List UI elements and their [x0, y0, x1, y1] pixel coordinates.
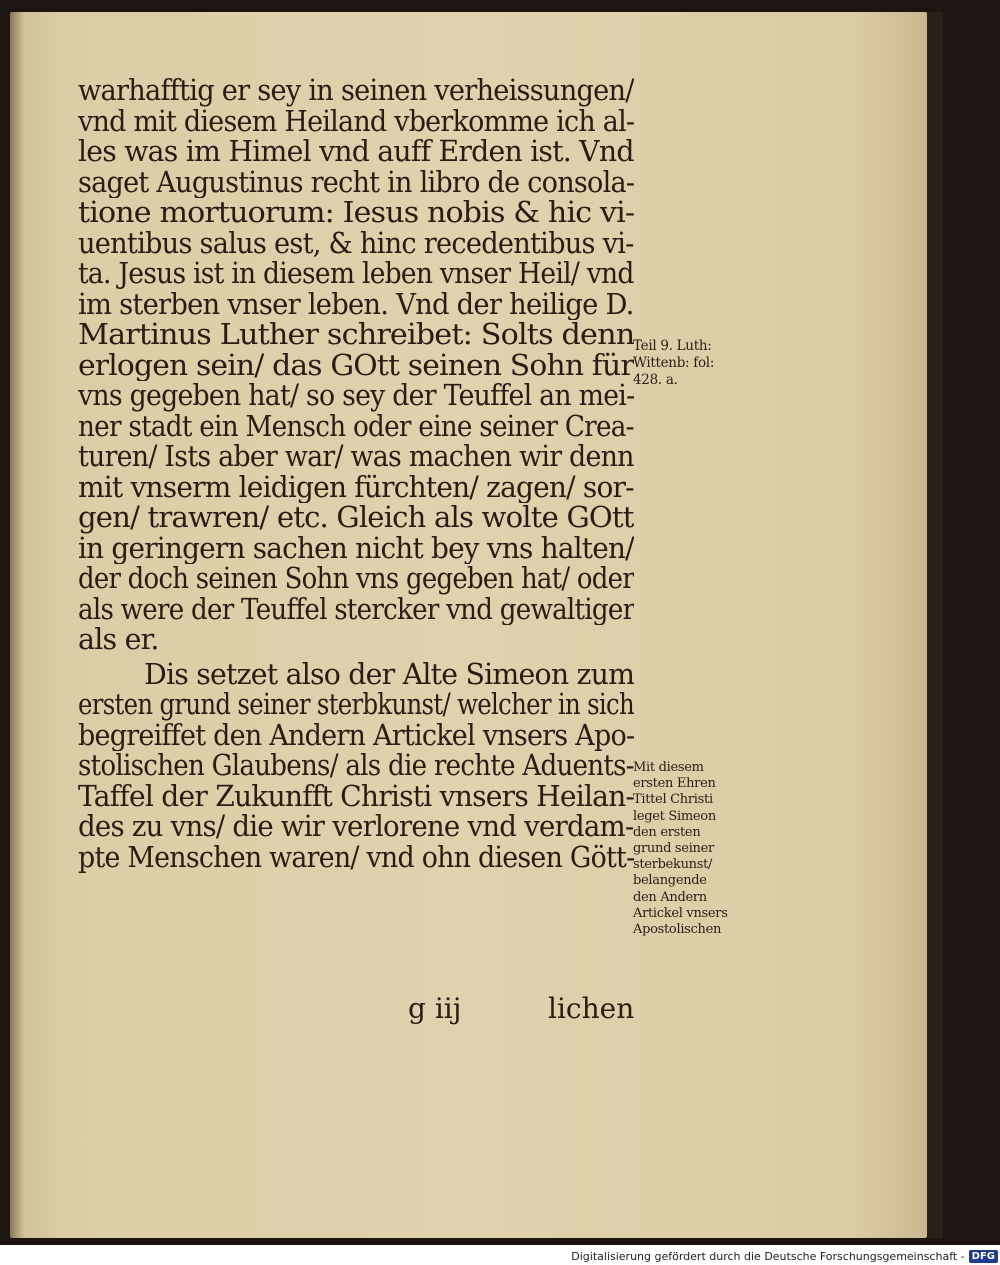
text-line: turen/ Ists aber war/ was machen wir denn	[78, 442, 634, 473]
paragraph-1	[78, 76, 634, 656]
footer-credit	[571, 1247, 1000, 1265]
footer-credit-text: Digitalisierung gefördert durch die Deutsche Forschungsgemeinschaft -	[571, 1249, 965, 1263]
text-line: gen/ trawren/ etc. Gleich als wolte GOtt	[78, 503, 634, 534]
text-line: saget Augustinus recht in libro de consola-	[78, 167, 634, 198]
margin-note-line: Artickel vnsers	[633, 905, 728, 921]
catchword: lichen	[548, 992, 635, 1025]
text-line: des zu vns/ die wir verlorene vnd verdam-	[78, 812, 634, 843]
text-line: ner stadt ein Mensch oder eine seiner Crea-	[78, 411, 634, 442]
page-edge	[927, 12, 943, 1238]
text-line: ersten grund seiner sterbkunst/ welcher in sich	[78, 690, 634, 721]
paragraph-2	[78, 660, 634, 874]
margin-note-line: grund seiner	[633, 841, 714, 857]
text-line: mit vnserm leidigen fürchten/ zagen/ sor-	[78, 472, 634, 503]
text-line: der doch seinen Sohn vns gegeben hat/ oder	[78, 564, 634, 595]
margin-note-line: Mit diesem	[633, 760, 704, 775]
text-line: ta. Jesus ist in diesem leben vnser Heil/ vnd	[78, 259, 634, 290]
text-line: vnd mit diesem Heiland vberkomme ich al-	[78, 106, 634, 137]
text-line: warhafftig er sey in seinen verheissungen/	[78, 76, 634, 107]
text-line: als were der Teuffel stercker vnd gewaltiger	[78, 594, 634, 625]
text-line: Martinus Luther schreibet: Solts denn	[78, 320, 634, 351]
margin-note-summary	[633, 760, 728, 938]
margin-note-line: ersten Ehren	[633, 776, 716, 792]
text-line: erlogen sein/ das GOtt seinen Sohn für	[78, 350, 634, 381]
text-line: stolischen Glaubens/ als die rechte Aduents-	[78, 751, 634, 782]
signature-mark: g iij	[408, 992, 462, 1025]
margin-note-line: 428. a.	[633, 372, 678, 388]
text-line: in geringern sachen nicht bey vns halten/	[78, 533, 634, 564]
text-line: les was im Himel vnd auff Erden ist. Vnd	[78, 137, 634, 168]
text-line: vns gegeben hat/ so sey der Teuffel an mei-	[78, 381, 634, 412]
text-line: tione mortuorum: Iesus nobis & hic vi-	[78, 198, 634, 229]
text-line: begreiffet den Andern Artickel vnsers Apo-	[78, 720, 634, 751]
margin-note-line: belangende	[633, 873, 707, 889]
dfg-logo-icon: DFG	[969, 1250, 998, 1263]
text-line: Dis setzet also der Alte Simeon zum	[144, 659, 634, 690]
margin-note-line: Tittel Christi	[633, 792, 713, 808]
margin-note-line: Wittenb: fol:	[633, 355, 715, 371]
text-line: uentibus salus est, & hinc recedentibus vi-	[78, 228, 634, 259]
margin-note-line: den ersten	[633, 824, 701, 840]
page-gutter-shadow	[10, 12, 24, 1238]
text-line: pte Menschen waren/ vnd ohn diesen Gött-	[78, 842, 634, 873]
margin-note-line: Teil 9. Luth:	[633, 338, 712, 354]
text-line: im sterben vnser leben. Vnd der heilige D.	[78, 289, 634, 320]
margin-note-line: den Andern	[633, 889, 707, 905]
margin-note-line: leget Simeon	[633, 808, 716, 824]
margin-note-reference	[633, 338, 714, 389]
text-line: als er.	[78, 625, 159, 656]
margin-note-line: sterbekunst/	[633, 857, 713, 873]
main-text-block	[78, 76, 634, 873]
text-line: Taffel der Zukunfft Christi vnsers Heilan-	[78, 781, 634, 812]
margin-note-line: Apostolischen	[633, 922, 722, 938]
